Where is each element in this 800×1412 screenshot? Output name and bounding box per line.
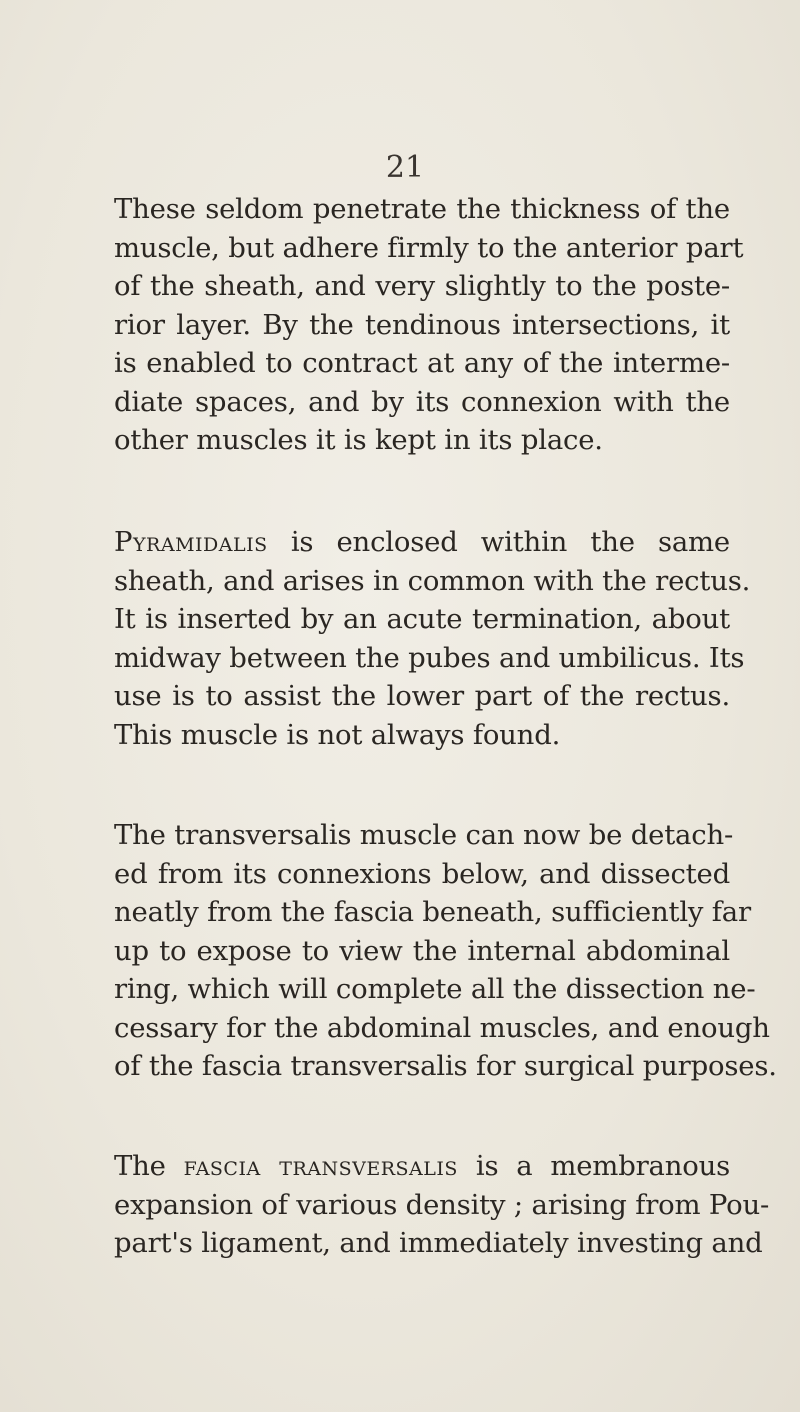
text-line: up to expose to view the internal abdominal: [114, 934, 730, 967]
text-line-rest: is enclosed within the same: [290, 526, 731, 558]
text-line-prefix: The: [114, 1150, 166, 1182]
paragraph-fascia-transversalis: [114, 1147, 770, 1263]
page-number: 21: [385, 150, 425, 185]
section-term-fascia-transversalis: fascia transversalis: [183, 1150, 458, 1182]
paragraph-pyramidalis: [114, 523, 751, 754]
text-line: expansion of various density ; arising from Pou-: [114, 1188, 770, 1221]
text-line: sheath, and arises in common with the rectus.: [114, 564, 751, 597]
text-line: [114, 1147, 730, 1186]
text-line-rest: is a membranous: [475, 1150, 731, 1182]
text-line: [114, 523, 730, 562]
text-line: These seldom penetrate the thickness of the: [114, 193, 730, 225]
paragraph-transversalis-dissection: [114, 816, 777, 1086]
text-line: diate spaces, and by its connexion with the: [114, 385, 730, 418]
text-line: of the fascia transversalis for surgical purposes.: [114, 1050, 777, 1082]
text-line: This muscle is not always found.: [114, 718, 561, 751]
text-line: part's ligament, and immediately investing and: [114, 1227, 763, 1259]
text-line: use is to assist the lower part of the rectus.: [114, 680, 730, 712]
text-line: It is inserted by an acute termination, about: [114, 603, 730, 635]
text-line: other muscles it is kept in its place.: [114, 424, 603, 456]
text-line: is enabled to contract at any of the interme-: [114, 347, 730, 379]
text-line: ed from its connexions below, and dissected: [114, 857, 730, 890]
text-line: muscle, but adhere firmly to the anterior part: [114, 231, 744, 264]
text-line: rior layer. By the tendinous intersections, it: [114, 308, 730, 341]
text-line: ring, which will complete all the dissection ne-: [114, 973, 756, 1005]
section-term-pyramidalis: Pyramidalis: [114, 526, 268, 558]
paragraph-rectus-intersections: [114, 190, 744, 460]
text-line: neatly from the fascia beneath, sufficiently far: [114, 896, 751, 928]
text-line: The transversalis muscle can now be detach-: [114, 819, 734, 851]
text-line: midway between the pubes and umbilicus. Its: [114, 641, 745, 674]
text-line: of the sheath, and very slightly to the poste-: [114, 270, 730, 302]
text-line: cessary for the abdominal muscles, and enough: [114, 1011, 770, 1044]
